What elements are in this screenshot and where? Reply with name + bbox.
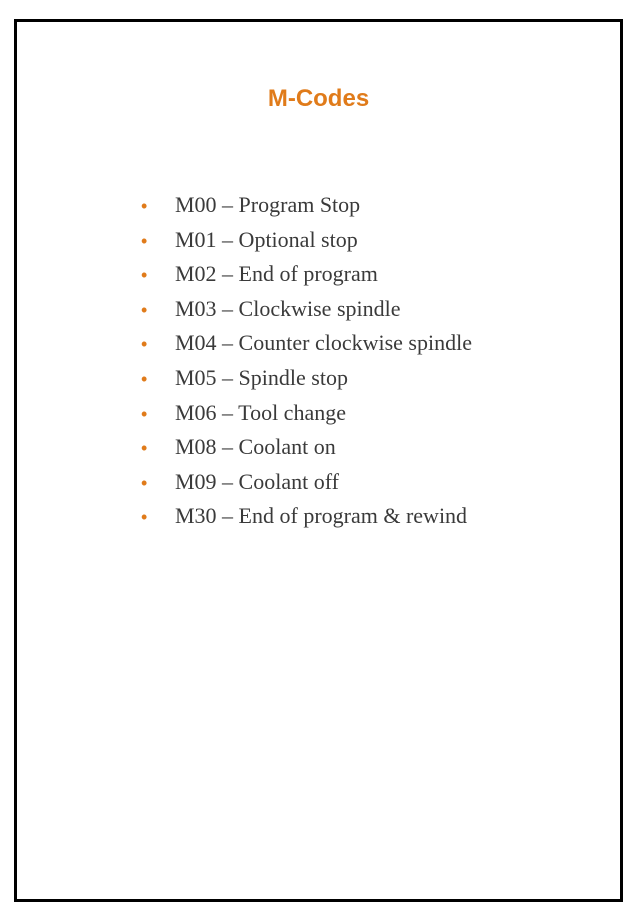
bullet-icon: • (141, 403, 148, 424)
list-item (141, 296, 472, 331)
list-item-label: M00 – Program Stop (175, 192, 361, 217)
bullet-icon: • (141, 299, 148, 320)
list-item-label: M02 – End of program (175, 261, 378, 287)
bullet-icon: • (141, 265, 148, 286)
bullet-icon: • (141, 472, 148, 493)
bullet-icon: • (141, 438, 148, 459)
list-item (141, 434, 472, 469)
list-item (141, 261, 472, 296)
list-item-label: M01 – Optional stop (175, 226, 358, 252)
list-item (141, 365, 472, 400)
list-item-label: M04 – Counter clockwise spindle (175, 330, 472, 356)
bullet-icon: • (141, 230, 148, 251)
list-item-label: M30 – End of program & rewind (175, 503, 468, 529)
list-item-label: M08 – Coolant on (175, 434, 336, 460)
page-title: M-Codes (267, 85, 370, 112)
list-item-label: M03 – Clockwise spindle (175, 295, 401, 321)
bullet-icon: • (141, 196, 148, 216)
list-item-label: M06 – Tool change (175, 399, 346, 425)
list-item (141, 503, 472, 538)
m-codes-list (141, 192, 472, 538)
list-item (141, 330, 472, 365)
list-item (141, 400, 472, 435)
list-item-label: M05 – Spindle stop (175, 364, 348, 390)
list-item-label: M09 – Coolant off (175, 468, 339, 494)
list-item (141, 469, 472, 504)
bullet-icon: • (141, 368, 148, 389)
bullet-icon: • (141, 507, 148, 528)
page-frame (14, 19, 623, 902)
list-item (141, 192, 472, 227)
bullet-icon: • (141, 334, 148, 355)
list-item (141, 227, 472, 262)
